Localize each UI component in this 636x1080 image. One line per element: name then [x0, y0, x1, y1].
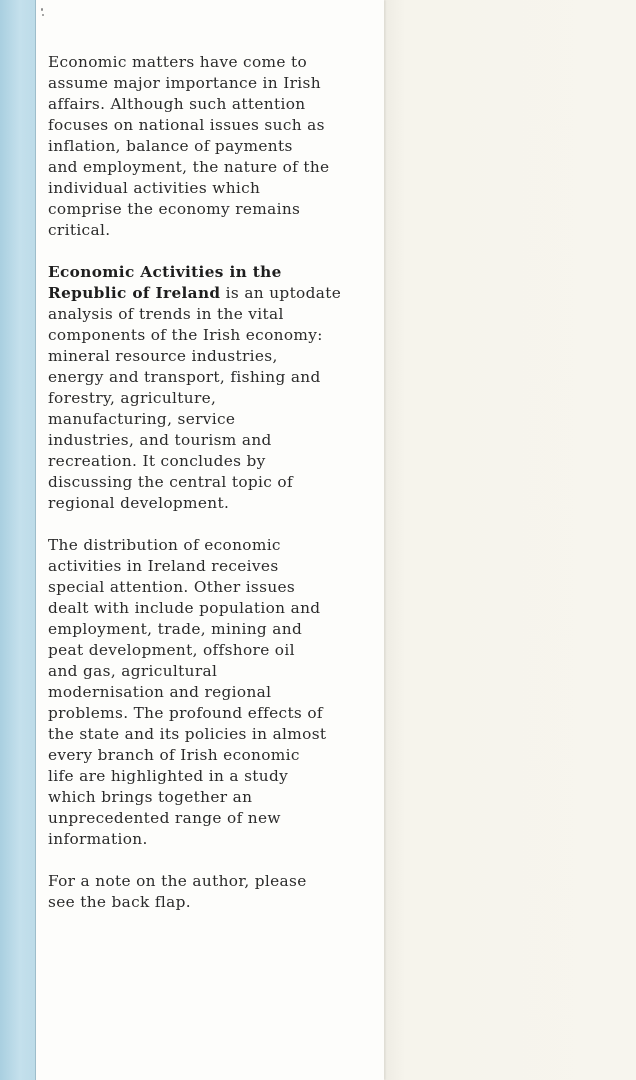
blurb-paragraph-intro: Economic matters have come to assume major importance in Irish affairs. Although such attention focuses on national issues such as inflation, balance of payments and employment, the nature of the individual activities which comprise the economy remains critical.	[48, 53, 330, 239]
blurb-paragraph-topics: The distribution of economic activities in Ireland receives special attention. Other issues dealt with include population and employment, trade, mining and peat development, offshore oil and gas, agricultural modernisation and regional problems. The profound effects of the state and its policies in almost every branch of Irish economic life are highlighted in a study which brings together an unprecedented range of new information.	[48, 536, 327, 848]
blurb-paragraph-author-note: For a note on the author, please see the back flap.	[48, 872, 307, 911]
flap-blurb	[48, 52, 348, 934]
paper-speck	[42, 14, 44, 16]
facing-page	[385, 0, 636, 1080]
book-edge-strip	[0, 0, 36, 1080]
summary-text: is an uptodate analysis of trends in the vital components of the Irish economy: mineral resource industries, energy and transport, fishing and forestry, agriculture, manufacturing, service industries, and tourism and recreation. It concludes by discussing the central topic of regional development.	[48, 284, 342, 512]
paper-speck	[41, 8, 43, 11]
book-title: Economic Activities in the Republic of Ireland	[48, 263, 282, 302]
blurb-paragraph-summary	[48, 262, 348, 514]
